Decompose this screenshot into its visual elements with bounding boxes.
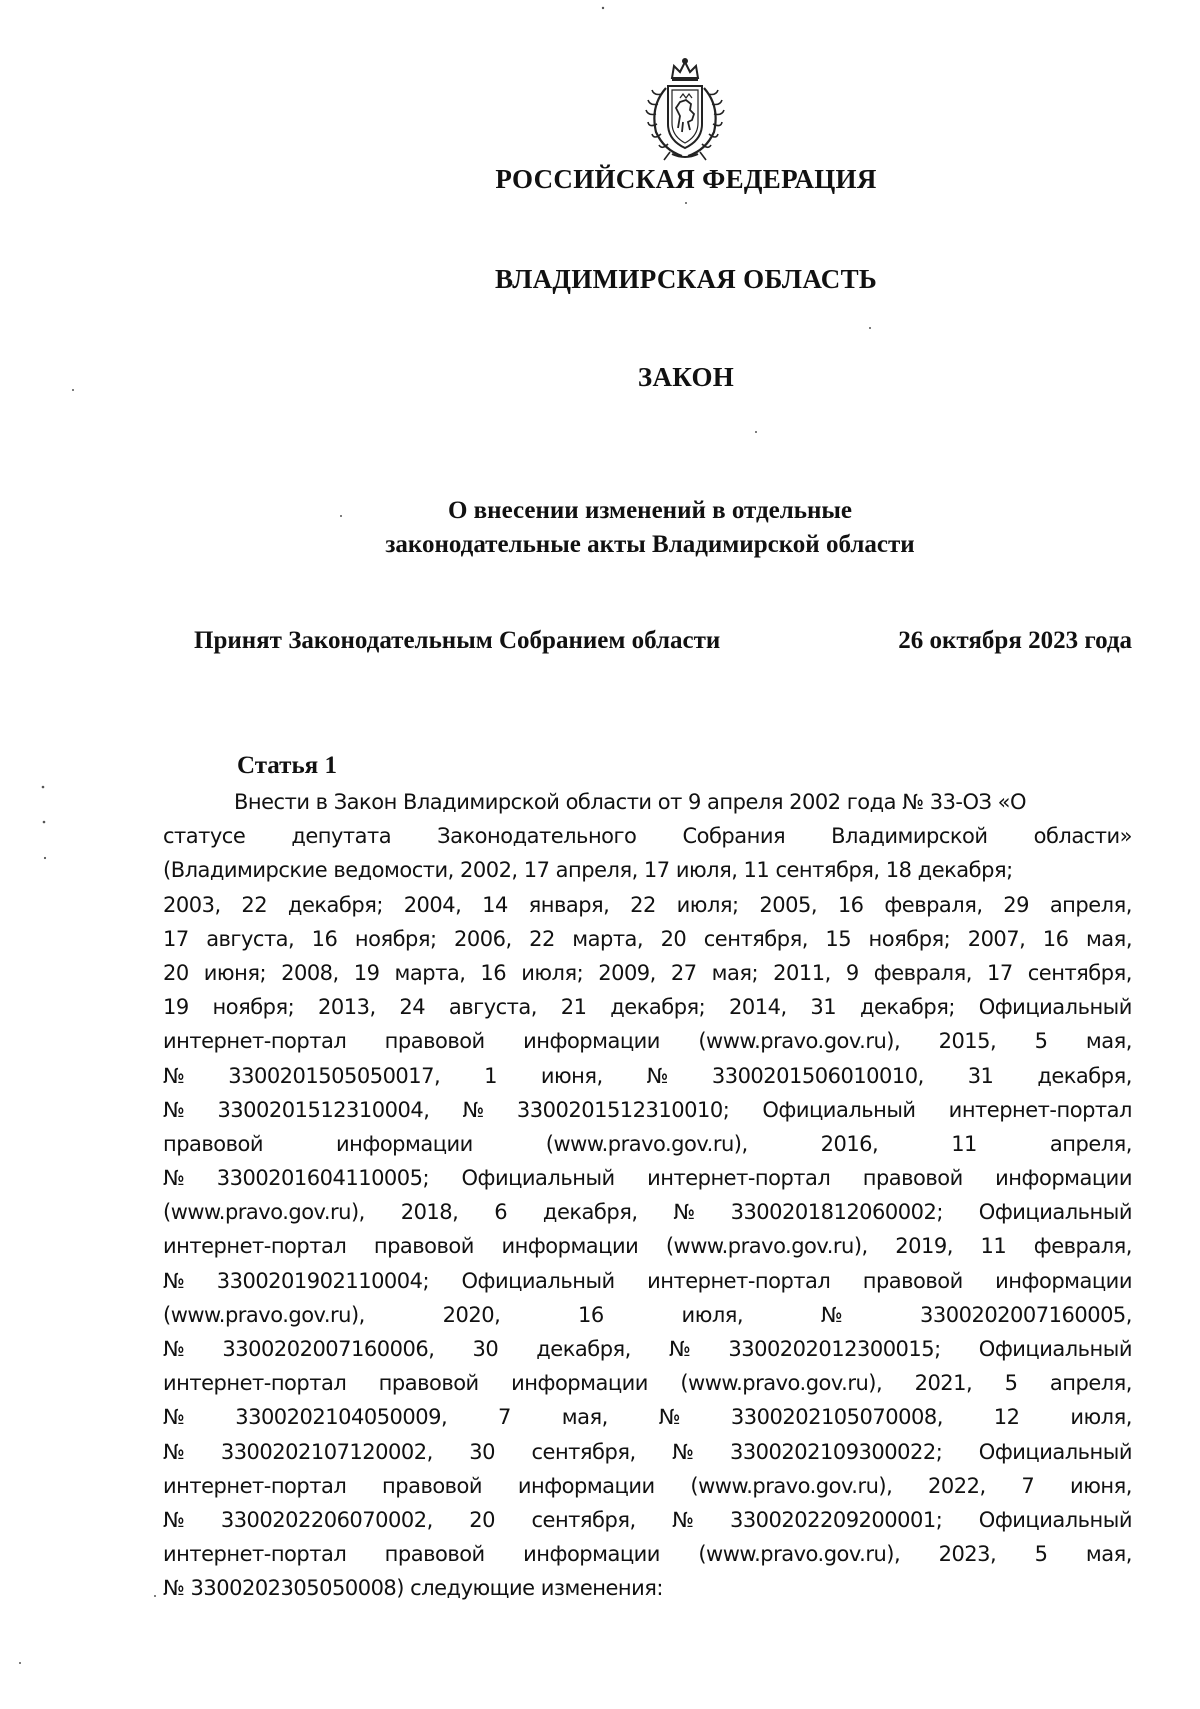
article-word: интернет-портал bbox=[163, 1371, 347, 1396]
article-word: 1 bbox=[484, 1063, 497, 1088]
article-word: 30 bbox=[472, 1337, 499, 1361]
article-word: информации bbox=[511, 1371, 648, 1396]
article-word: интернет-портал bbox=[647, 1268, 831, 1293]
article-word: 24 bbox=[399, 995, 426, 1020]
article-word: Официальный bbox=[978, 1507, 1132, 1532]
article-word: 2014, bbox=[729, 995, 787, 1020]
article-word: ноября; bbox=[868, 926, 951, 951]
article-word: мая, bbox=[561, 1405, 608, 1430]
article-word: 3300201512310004, bbox=[217, 1097, 430, 1122]
article-word: мая; bbox=[711, 960, 759, 985]
article-heading: Статья 1 bbox=[237, 752, 337, 779]
law-title-line: законодательные акты Владимирской области bbox=[385, 531, 915, 558]
article-word: 3300202109300022; bbox=[729, 1439, 943, 1464]
article-word: 2013, bbox=[318, 995, 376, 1020]
document-type-heading: ЗАКОН bbox=[637, 362, 735, 392]
article-word: 3300202209200001; bbox=[729, 1507, 943, 1532]
article-word: (www.pravo.gov.ru), bbox=[698, 1029, 901, 1054]
article-word: июля; bbox=[521, 960, 584, 985]
article-word: 5 bbox=[1034, 1542, 1048, 1567]
article-word: правовой bbox=[862, 1166, 963, 1191]
article-word: апреля, bbox=[1049, 1371, 1132, 1396]
article-word: Владимирской bbox=[831, 824, 988, 849]
article-word: (www.pravo.gov.ru), bbox=[163, 1302, 365, 1327]
article-word: 3300201812060002; bbox=[730, 1200, 943, 1225]
article-word: 16 bbox=[837, 892, 864, 917]
article-word: статусе bbox=[163, 824, 246, 849]
article-word: 2005, bbox=[759, 892, 818, 917]
article-word: 2008, bbox=[281, 960, 339, 985]
article-word: № bbox=[163, 1063, 185, 1088]
article-word: (www.pravo.gov.ru), bbox=[163, 1200, 365, 1225]
article-word: депутата bbox=[291, 824, 392, 849]
article-word: № bbox=[646, 1063, 668, 1088]
article-word: (www.pravo.gov.ru), bbox=[690, 1473, 893, 1498]
article-word: 2011, bbox=[773, 960, 831, 985]
article-word: № bbox=[672, 1439, 694, 1464]
article-word: № bbox=[672, 1507, 694, 1532]
article-word: февраля, bbox=[884, 892, 983, 917]
article-word: 3300202007160005, bbox=[920, 1302, 1132, 1327]
article-word: № bbox=[673, 1200, 695, 1225]
article-word: 14 bbox=[482, 892, 508, 917]
article-word: (www.pravo.gov.ru), bbox=[665, 1234, 868, 1259]
article-word: (Владимирские ведомости, 2002, 17 апреля, 17 июля, 11 сентября, 18 декабря; bbox=[163, 858, 1013, 883]
article-word: 17 bbox=[986, 960, 1013, 985]
article-word: 27 bbox=[670, 960, 697, 985]
article-word: 2016, bbox=[820, 1131, 879, 1156]
article-word: 3300201506010010, bbox=[711, 1063, 924, 1088]
article-word: Официальный bbox=[978, 1439, 1132, 1464]
article-word: (www.pravo.gov.ru), bbox=[545, 1131, 748, 1156]
article-word: 19 bbox=[163, 995, 189, 1020]
article-word: правовой bbox=[378, 1371, 479, 1396]
article-word: 20 bbox=[469, 1507, 495, 1532]
article-word: 17 bbox=[163, 926, 189, 951]
article-word: Официальный bbox=[978, 1337, 1132, 1361]
article-word: декабря, bbox=[542, 1200, 638, 1225]
article-word: декабря; bbox=[287, 892, 383, 917]
article-word: 2020, bbox=[442, 1302, 501, 1327]
article-word: № bbox=[163, 1337, 185, 1361]
article-word: интернет-портал bbox=[163, 1473, 347, 1498]
article-word: 2009, bbox=[598, 960, 656, 985]
adopted-by-text: Принят Законодательным Собранием области bbox=[194, 627, 721, 654]
article-word: интернет-портал bbox=[163, 1029, 347, 1054]
article-word: Собрания bbox=[682, 824, 786, 849]
article-word: правовой bbox=[382, 1473, 483, 1498]
article-word: июля; bbox=[676, 892, 739, 917]
article-word: сентября, bbox=[531, 1507, 636, 1532]
article-word: 2019, bbox=[895, 1234, 953, 1259]
article-word: декабря, bbox=[536, 1337, 631, 1361]
article-word: сентября, bbox=[1027, 960, 1132, 985]
article-word: 2004, bbox=[403, 892, 462, 917]
article-word: мая, bbox=[1085, 926, 1132, 951]
article-word: 16 bbox=[311, 926, 338, 951]
article-word: декабря; bbox=[610, 995, 706, 1020]
article-word: Официальный bbox=[461, 1166, 615, 1191]
article-word: 3300202105070008, bbox=[730, 1405, 943, 1430]
article-word: ноября; bbox=[212, 995, 295, 1020]
article-word: 11 bbox=[980, 1234, 1007, 1259]
article-word: (www.pravo.gov.ru), bbox=[698, 1542, 901, 1567]
article-word: 5 bbox=[1034, 1029, 1048, 1054]
article-word: июня; bbox=[203, 960, 267, 985]
article-word: интернет-портал bbox=[163, 1234, 347, 1259]
article-word: 5 bbox=[1004, 1371, 1018, 1396]
article-word: 7 bbox=[1021, 1473, 1035, 1498]
article-word: 16 bbox=[578, 1302, 604, 1327]
article-word: 31 bbox=[967, 1063, 994, 1088]
article-word: правовой bbox=[862, 1268, 963, 1293]
article-word: информации bbox=[336, 1131, 473, 1156]
article-word: № 3300202305050008) следующие изменения: bbox=[163, 1576, 664, 1601]
article-word: 20 bbox=[660, 926, 687, 951]
article-word: информации bbox=[995, 1166, 1132, 1191]
article-word: 3300202206070002, bbox=[220, 1507, 433, 1532]
article-word: 16 bbox=[480, 960, 507, 985]
article-word: апреля, bbox=[1049, 892, 1132, 917]
article-word: мая, bbox=[1085, 1029, 1132, 1054]
article-word: 3300202104050009, bbox=[235, 1405, 448, 1430]
article-word: правовой bbox=[163, 1131, 264, 1156]
article-word: информации bbox=[517, 1473, 655, 1498]
article-word: № bbox=[163, 1268, 185, 1293]
article-word: Официальный bbox=[762, 1097, 916, 1122]
article-word: № bbox=[163, 1405, 185, 1430]
article-word: 30 bbox=[469, 1439, 495, 1464]
article-word: № bbox=[163, 1166, 185, 1191]
article-word: № bbox=[163, 1507, 185, 1532]
law-title-line: О внесении изменений в отдельные bbox=[447, 497, 853, 524]
article-word: сентября, bbox=[703, 926, 808, 951]
article-word: 12 bbox=[993, 1405, 1020, 1430]
article-word: интернет-портал bbox=[948, 1097, 1132, 1122]
country-heading: РОССИЙСКАЯ ФЕДЕРАЦИЯ bbox=[495, 164, 877, 194]
article-word: 3300202107120002, bbox=[220, 1439, 433, 1464]
article-word: 3300202007160006, bbox=[222, 1337, 435, 1361]
article-word: 9 bbox=[845, 960, 859, 985]
article-word: июля, bbox=[1070, 1405, 1132, 1430]
article-word: № bbox=[462, 1097, 484, 1122]
article-word: 2023, bbox=[938, 1542, 997, 1567]
article-word: Официальный bbox=[978, 1200, 1132, 1225]
article-word: января, bbox=[528, 892, 610, 917]
article-word: 22 bbox=[630, 892, 656, 917]
article-word: 2007, bbox=[967, 926, 1026, 951]
article-word: 31 bbox=[810, 995, 837, 1020]
article-word: 11 bbox=[951, 1131, 977, 1156]
article-word: интернет-портал bbox=[647, 1166, 831, 1191]
article-word: информации bbox=[501, 1234, 639, 1259]
article-word: июня, bbox=[1070, 1473, 1132, 1498]
article-word: 29 bbox=[1003, 892, 1030, 917]
article-word: Официальный bbox=[978, 995, 1132, 1020]
article-word: 21 bbox=[560, 995, 587, 1020]
article-word: 2018, bbox=[400, 1200, 459, 1225]
article-word: № bbox=[163, 1439, 185, 1464]
article-word: интернет-портал bbox=[163, 1542, 347, 1567]
article-word: мая, bbox=[1085, 1542, 1132, 1567]
article-word: марта, bbox=[572, 926, 644, 951]
article-word: июля, bbox=[681, 1302, 744, 1327]
article-word: информации bbox=[523, 1542, 660, 1567]
article-word: Официальный bbox=[461, 1268, 615, 1293]
article-word: сентября, bbox=[531, 1439, 636, 1464]
article-word: № bbox=[658, 1405, 681, 1430]
article-word: 3300201505050017, bbox=[228, 1063, 441, 1088]
article-word: 2006, bbox=[454, 926, 512, 951]
article-word: информации bbox=[995, 1268, 1132, 1293]
article-word: 3300201512310010; bbox=[516, 1097, 730, 1122]
article-word: 19 bbox=[353, 960, 380, 985]
article-word: Законодательного bbox=[437, 824, 637, 849]
article-word: апреля, bbox=[1049, 1131, 1132, 1156]
article-word: 7 bbox=[498, 1405, 511, 1430]
article-word: Внести в Закон Владимирской области от 9 апреля 2002 года № 33-ОЗ «О bbox=[234, 790, 1027, 814]
article-word: 22 bbox=[241, 892, 268, 917]
article-word: 22 bbox=[529, 926, 555, 951]
adoption-date: 26 октября 2023 года bbox=[898, 627, 1132, 654]
article-word: 6 bbox=[494, 1200, 508, 1225]
article-word: декабря, bbox=[1037, 1063, 1132, 1088]
article-word: ноября; bbox=[354, 926, 437, 951]
article-word: февраля, bbox=[873, 960, 972, 985]
article-word: марта, bbox=[394, 960, 466, 985]
article-word: 2003, bbox=[163, 892, 221, 917]
article-word: 3300201604110005; bbox=[216, 1166, 430, 1191]
article-word: 16 bbox=[1042, 926, 1069, 951]
article-word: правовой bbox=[373, 1234, 474, 1259]
article-word: 20 bbox=[163, 960, 189, 985]
article-word: февраля, bbox=[1033, 1234, 1132, 1259]
article-word: 3300202012300015; bbox=[728, 1337, 941, 1361]
article-word: № bbox=[820, 1302, 843, 1327]
region-heading: ВЛАДИМИРСКАЯ ОБЛАСТЬ bbox=[494, 264, 878, 294]
article-word: (www.pravo.gov.ru), bbox=[680, 1371, 883, 1396]
article-word: информации bbox=[523, 1029, 660, 1054]
article-word: 3300201902110004; bbox=[216, 1268, 430, 1293]
article-word: 2022, bbox=[928, 1473, 986, 1498]
article-word: августа, bbox=[206, 926, 295, 951]
article-word: 15 bbox=[825, 926, 852, 951]
article-word: 2021, bbox=[914, 1371, 973, 1396]
article-word: области» bbox=[1033, 824, 1132, 849]
article-word: № bbox=[668, 1337, 691, 1361]
article-word: июня, bbox=[540, 1063, 603, 1088]
article-word: правовой bbox=[384, 1542, 485, 1567]
article-word: декабря; bbox=[859, 995, 955, 1020]
article-word: 2015, bbox=[938, 1029, 997, 1054]
article-word: № bbox=[163, 1097, 185, 1122]
article-word: правовой bbox=[384, 1029, 485, 1054]
article-word: августа, bbox=[448, 995, 537, 1020]
